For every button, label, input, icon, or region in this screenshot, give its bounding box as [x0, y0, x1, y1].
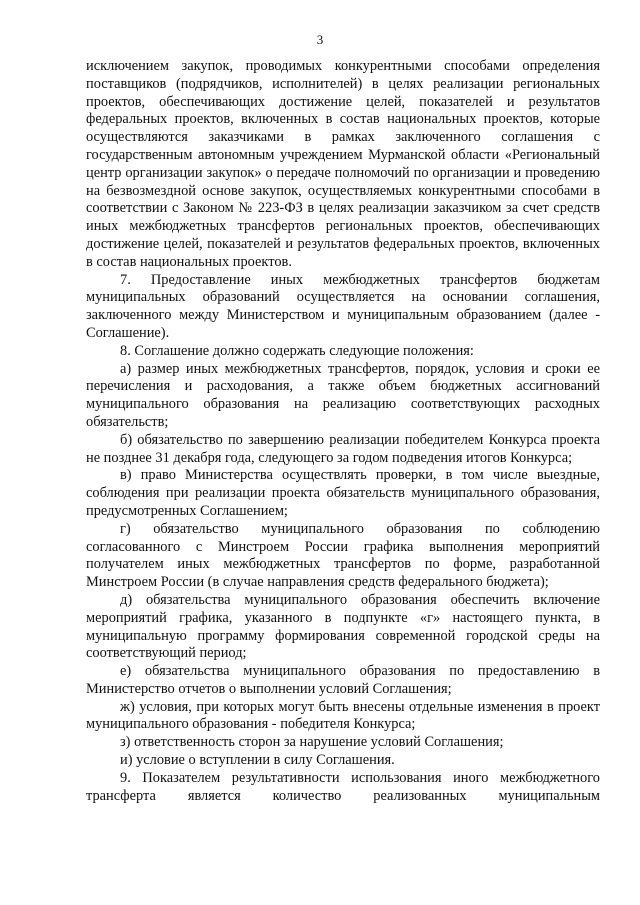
paragraph-8a: а) размер иных межбюджетных трансфертов, порядок, условия и сроки ее перечисления и расходования, а также объем бюджетных ассигнований муниципального образования на реализацию соответствующих расходных обязательств;: [86, 360, 600, 430]
paragraph-7: 7. Предоставление иных межбюджетных трансфертов бюджетам муниципальных образований осуществляется на основании соглашения, заключенного между Министерством и муниципальным образованием (далее - Соглашение).: [86, 271, 600, 341]
paragraph-8e: е) обязательства муниципального образования по предоставлению в Министерство отчетов о выполнении условий Соглашения;: [86, 663, 600, 697]
paragraph-8i: и) условие о вступлении в силу Соглашения.: [120, 752, 395, 769]
paragraph-9: 9. Показателем результативности использования иного межбюджетного трансферта является количество реализованных муниципальным: [86, 769, 600, 804]
paragraph-8: 8. Соглашение должно содержать следующие положения:: [120, 342, 474, 359]
paragraph-8g: г) обязательство муниципального образования по соблюдению согласованного с Минстроем России графика выполнения мероприятий получателем иных межбюджетных трансфертов по форме, разработанной Минстроем России (в случае направления средств федерального бюджета);: [86, 520, 600, 591]
document-body: [86, 58, 600, 805]
paragraph-continuation: исключением закупок, проводимых конкурентными способами определения поставщиков (подрядчиков, исполнителей) в целях реализации региональных проектов, обеспечивающих достижение целей, показателей и результатов федеральных проектов, включенных в состав национальных проектов, которые осуществляются заказчиками в рамках заключенного соглашения с государственным автономным учреждением Мурманской области «Региональный центр организации закупок» о передаче полномочий по организации и проведению на безвозмездной основе закупок, осуществляемых конкурентными способами в соответствии с Законом № 223-ФЗ в целях реализации заказчиком за счет средств иных межбюджетных трансфертов региональных проектов, обеспечивающих достижение целей, показателей и результатов федеральных проектов, включенных в состав национальных проектов.: [86, 58, 600, 270]
page-number: 3: [316, 32, 324, 47]
paragraph-8b: б) обязательство по завершению реализации победителем Конкурса проекта не позднее 31 декабря года, следующего за годом подведения итогов Конкурса;: [86, 431, 600, 466]
paragraph-8v: в) право Министерства осуществлять проверки, в том числе выездные, соблюдения при реализации проекта обязательств муниципального образования, предусмотренных Соглашением;: [86, 467, 600, 519]
paragraph-8z: з) ответственность сторон за нарушение условий Соглашения;: [120, 734, 504, 751]
paragraph-8zh: ж) условия, при которых могут быть внесены отдельные изменения в проект муниципального образования - победителя Конкурса;: [86, 698, 600, 733]
paragraph-8d: д) обязательства муниципального образования обеспечить включение мероприятий графика, указанного в подпункте «г» настоящего пункта, в муниципальную программу формирования современной городской среды на соответствующий период;: [86, 591, 600, 662]
